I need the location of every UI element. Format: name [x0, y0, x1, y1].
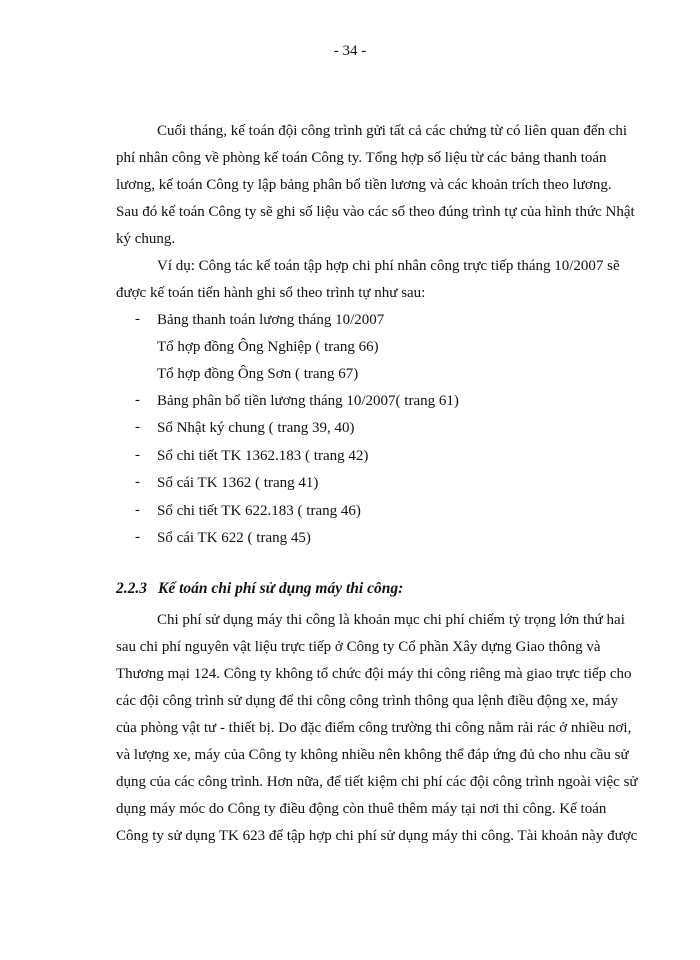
list-item-text: Sổ chi tiết TK 1362.183 ( trang 42) [157, 448, 369, 464]
text-line: Công ty sử dụng TK 623 để tập hợp chi phí sử dụng máy thi công. Tài khoản này được [116, 828, 638, 844]
list-item-text: Tổ hợp đồng Ông Sơn ( trang 67) [157, 366, 359, 382]
text-line: ký chung. [116, 231, 176, 247]
section-title: Kế toán chi phí sử dụng máy thi công: [158, 580, 404, 597]
list-item-text: Bảng phân bổ tiền lương tháng 10/2007( trang 61) [157, 393, 459, 409]
list-item-text: Bảng thanh toán lương tháng 10/2007 [157, 312, 385, 328]
list-bullet: - [135, 502, 140, 518]
text-line: các đội công trình sử dụng để thi công công trình thông qua lệnh điều động xe, máy [116, 693, 619, 709]
list-item-text: Tổ hợp đồng Ông Nghiệp ( trang 66) [157, 339, 379, 355]
list-bullet: - [135, 529, 140, 545]
section-number: 2.2.3 [116, 580, 147, 597]
text-line: lương, kế toán Công ty lập bảng phân bổ tiền lương và các khoản trích theo lương. [116, 177, 612, 193]
text-line: được kế toán tiến hành ghi sổ theo trình tự như sau: [116, 285, 426, 301]
text-line: Chi phí sử dụng máy thi công là khoản mục chi phí chiếm tỷ trọng lớn thứ hai [157, 612, 625, 628]
list-item-text: Sổ cái TK 622 ( trang 45) [157, 530, 311, 546]
list-bullet: - [135, 419, 140, 435]
list-bullet: - [135, 474, 140, 490]
section-heading [116, 580, 403, 598]
text-line: Thương mại 124. Công ty không tổ chức đội máy thi công riêng mà giao trực tiếp cho [116, 666, 632, 682]
list-bullet: - [135, 392, 140, 408]
text-line: Cuối tháng, kế toán đội công trình gửi tất cả các chứng từ có liên quan đến chi [157, 123, 628, 139]
text-line: dụng của các công trình. Hơn nữa, để tiết kiệm chi phí các đội công trình ngoài việc sử [116, 774, 638, 790]
text-line: Sau đó kế toán Công ty sẽ ghi số liệu vào các sổ theo đúng trình tự của hình thức Nhật [116, 204, 635, 220]
list-bullet: - [135, 447, 140, 463]
text-line: Ví dụ: Công tác kế toán tập hợp chi phí nhân công trực tiếp tháng 10/2007 sẽ [157, 258, 620, 274]
text-line: phí nhân công về phòng kế toán Công ty. Tổng hợp số liệu từ các bảng thanh toán [116, 150, 607, 166]
text-line: của phòng vật tư - thiết bị. Do đặc điểm công trường thi công nằm rải rác ở nhiều nơi, [116, 720, 632, 736]
list-item-text: Sổ cái TK 1362 ( trang 41) [157, 475, 319, 491]
list-bullet: - [135, 311, 140, 327]
text-line: và lượng xe, máy của Công ty không nhiều nên không thể đáp ứng đủ cho nhu cầu sử [116, 747, 629, 763]
text-line: sau chi phí nguyên vật liệu trực tiếp ở Công ty Cổ phần Xây dựng Giao thông và [116, 639, 601, 655]
page-number: - 34 - [333, 43, 367, 59]
list-item-text: Sổ chi tiết TK 622.183 ( trang 46) [157, 503, 361, 519]
text-line: dụng máy móc do Công ty điều động còn thuê thêm máy tại nơi thi công. Kế toán [116, 801, 607, 817]
list-item-text: Sổ Nhật ký chung ( trang 39, 40) [157, 420, 355, 436]
